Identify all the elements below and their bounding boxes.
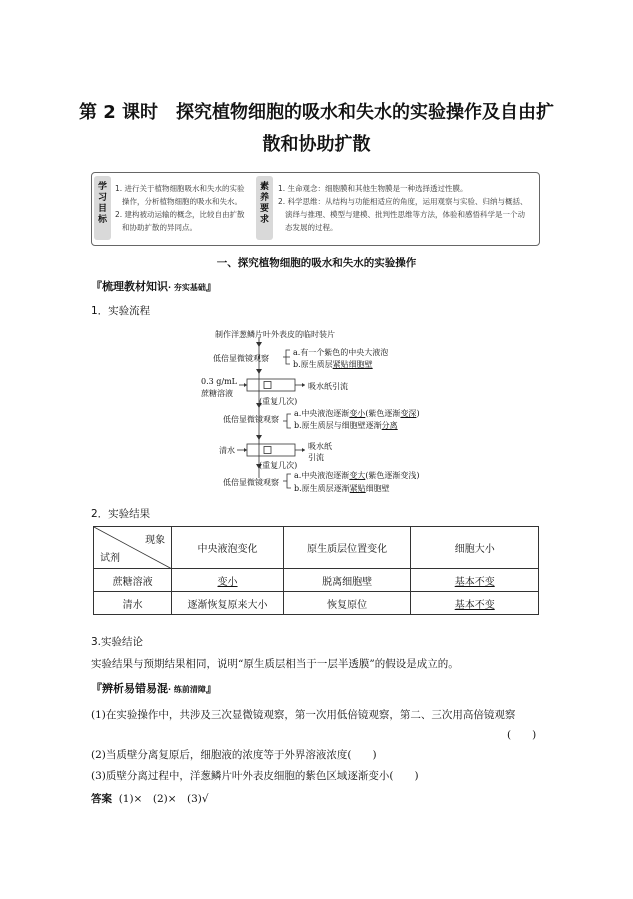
flow-observe-1-b: b.原生质层紧贴细胞壁 [293, 360, 373, 369]
table-row [94, 569, 539, 592]
brace [287, 414, 291, 428]
learning-item: 和协助扩散的异同点。 [122, 223, 197, 232]
flow-observe-2-a: a.中央液泡逐渐变小(紫色逐渐变深) [294, 409, 420, 418]
coverslip-square [264, 447, 271, 454]
table-cell: 变小 [172, 569, 284, 592]
bracket-heading-knowledge: 『梳理教材知识· 夯实基础』 [91, 280, 217, 293]
flow-absorb-1: 吸水纸引流 [308, 382, 348, 391]
flow-repeat-1: (重复几次) [259, 397, 298, 406]
answer-text: (1)× (2)× (3)√ [118, 793, 209, 805]
question-2: (2)当质壁分离复原后，细胞液的浓度等于外界溶液浓度( ) [91, 749, 377, 761]
brace [287, 474, 291, 488]
flow-observe-3-a: a.中央液泡逐渐变大(紫色逐渐变浅) [294, 471, 420, 480]
flow-absorb-2a: 吸水纸 [308, 442, 332, 451]
table-row [94, 592, 539, 615]
page-title-line1: 第 2 课时 探究植物细胞的吸水和失水的实验操作及自由扩 [78, 102, 555, 123]
literacy-item: 态发展的过程。 [285, 223, 338, 232]
heading-experiment-conclusion: 3.实验结论 [91, 636, 144, 648]
section-title: 一、探究植物细胞的吸水和失水的实验操作 [216, 257, 417, 269]
table-corner-cell [94, 527, 172, 569]
heading-experiment-flow: 1．实验流程 [91, 305, 151, 317]
learning-objectives-label: 学习目标 [94, 176, 111, 240]
table-cell: 恢复原位 [283, 592, 411, 615]
flow-repeat-2: (重复几次) [259, 461, 298, 470]
bracket-main: 梳理教材知识 [102, 280, 168, 293]
table-header: 原生质层位置变化 [283, 527, 411, 569]
flow-observe-3: 低倍显微镜观察 [223, 478, 279, 487]
flow-observe-1-a: a.有一个紫色的中央大液泡 [293, 348, 389, 357]
question-1-blank: ( ) [507, 729, 537, 741]
learning-objectives-list [115, 182, 255, 234]
coverslip-square [264, 382, 271, 389]
flow-observe-2: 低倍显微镜观察 [223, 415, 279, 424]
literacy-item: 1. 生命观念：细胞膜和其他生物膜是一种选择透过性膜。 [278, 184, 468, 193]
bracket-main: 辨析易错易混 [102, 682, 168, 695]
flow-sucrose-conc: 0.3 g/mL [201, 377, 237, 386]
literacy-item: 演绎与推理、模型与建模、批判性思维等方法，体验和感悟科学是一个动 [285, 210, 525, 219]
literacy-item: 2. 科学思维：从结构与功能相适应的角度，运用观察与实验、归纳与概括、 [278, 197, 528, 206]
flow-observe-3-b: b.原生质层逐渐紧贴细胞壁 [294, 484, 390, 493]
table-corner-top: 现象 [145, 535, 166, 546]
question-3: (3)质壁分离过程中，洋葱鳞片叶外表皮细胞的紫色区域逐渐变小( ) [91, 770, 419, 782]
flow-absorb-2b: 引流 [308, 453, 324, 462]
conclusion-text: 实验结果与预期结果相同，说明“原生质层相当于一层半透膜”的假设是成立的。 [91, 658, 459, 670]
arrow-right-icon [302, 448, 305, 452]
bracket-sub: · 夯实基础 [168, 283, 206, 292]
arrow-down-icon [256, 342, 262, 347]
flow-water: 清水 [219, 446, 235, 455]
table-corner-bottom: 试剂 [100, 553, 120, 564]
arrow-down-icon [256, 435, 262, 440]
flow-observe-2-b: b.原生质层与细胞壁逐渐分离 [294, 421, 398, 430]
literacy-requirements-list [278, 182, 536, 234]
table-cell: 逐渐恢复原来大小 [172, 592, 284, 615]
arrow-down-icon [256, 369, 262, 374]
heading-experiment-result: 2．实验结果 [91, 508, 151, 520]
page-title-line2: 散和协助扩散 [262, 134, 371, 155]
learning-item: 1. 进行关于植物细胞吸水和失水的实验 [115, 184, 245, 193]
answer-line [91, 791, 209, 806]
learning-item: 2. 建构被动运输的概念，比较自由扩散 [115, 210, 245, 219]
table-header: 细胞大小 [411, 527, 539, 569]
literacy-requirements-label: 素养要求 [256, 176, 273, 240]
arrow-right-icon [244, 448, 247, 452]
table-cell: 清水 [94, 592, 172, 615]
answer-label: 答案 [91, 793, 112, 805]
table-cell: 蔗糖溶液 [94, 569, 172, 592]
flow-observe-1: 低倍显微镜观察 [213, 354, 269, 363]
table-cell: 基本不变 [411, 592, 539, 615]
flow-sucrose-label: 蔗糖溶液 [201, 389, 233, 398]
learning-item: 操作，分析植物细胞的吸水和失水。 [122, 197, 242, 206]
question-1: (1)在实验操作中，共涉及三次显微镜观察，第一次用低倍镜观察，第二、三次用高倍镜观察 [91, 709, 516, 721]
flow-step-make-slide: 制作洋葱鳞片叶外表皮的临时装片 [215, 330, 335, 339]
table-cell: 脱离细胞壁 [283, 569, 411, 592]
result-table [93, 526, 539, 615]
bracket-sub: · 练前清障 [168, 685, 206, 694]
arrow-right-icon [302, 383, 305, 387]
bracket-heading-errors: 『辨析易错易混· 练前清障』 [91, 682, 217, 695]
arrow-right-icon [244, 383, 247, 387]
table-cell: 基本不变 [411, 569, 539, 592]
table-header: 中央液泡变化 [172, 527, 284, 569]
